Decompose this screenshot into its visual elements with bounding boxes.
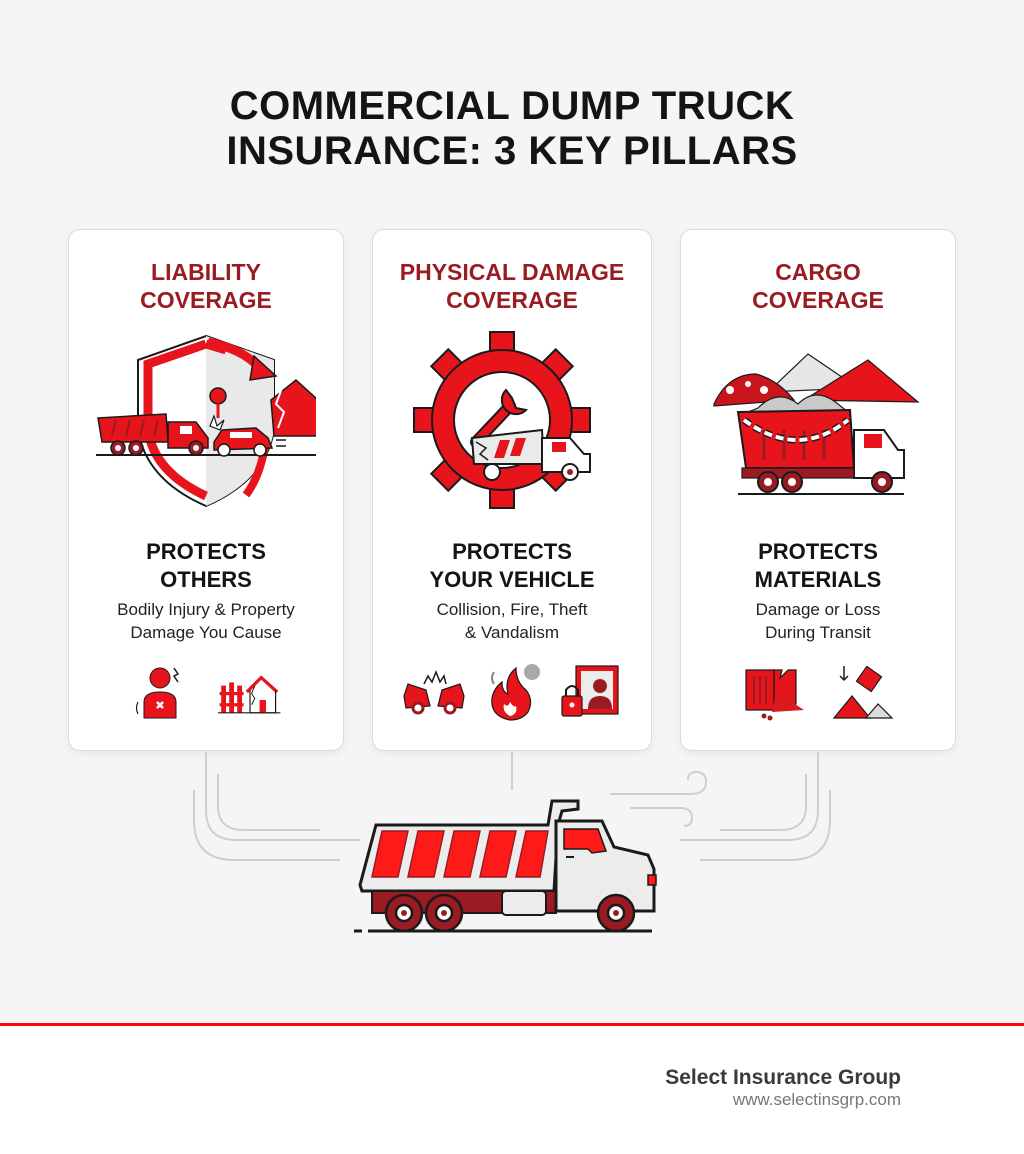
- card-description: [373, 598, 651, 644]
- heading-line-1: LIABILITY: [151, 259, 261, 285]
- card-subheading: [69, 538, 343, 594]
- gear-wrench-truck-icon: [402, 330, 622, 510]
- heading-line-2: COVERAGE: [140, 287, 272, 313]
- card-subheading: [681, 538, 955, 594]
- spilled-container-icon: [742, 662, 806, 722]
- heading-line-1: CARGO: [775, 259, 861, 285]
- card-subheading: [373, 538, 651, 594]
- dump-truck-icon: [352, 795, 672, 935]
- heading-line-2: COVERAGE: [446, 287, 578, 313]
- heading-line-2: COVERAGE: [752, 287, 884, 313]
- brand-block: [665, 1066, 901, 1110]
- sub-line-2: OTHERS: [160, 567, 252, 592]
- brand-url[interactable]: www.selectinsgrp.com: [732, 1090, 901, 1109]
- title-line-2: INSURANCE: 3 KEY PILLARS: [226, 129, 798, 173]
- desc-line-1: Collision, Fire, Theft: [436, 600, 588, 619]
- theft-lock-icon: [558, 662, 622, 722]
- sub-line-1: PROTECTS: [758, 539, 878, 564]
- desc-line-2: Damage You Cause: [130, 623, 282, 642]
- cargo-truck-materials-icon: [708, 330, 928, 510]
- injured-person-icon: [130, 662, 194, 722]
- sub-line-2: YOUR VEHICLE: [429, 567, 595, 592]
- title-line-1: COMMERCIAL DUMP TRUCK: [229, 84, 795, 128]
- damaged-property-icon: [218, 662, 282, 722]
- desc-line-2: & Vandalism: [464, 623, 560, 642]
- card-heading: [681, 258, 955, 314]
- desc-line-1: Bodily Injury & Property: [117, 600, 295, 619]
- small-icon-row: [681, 662, 955, 722]
- page-title: [0, 84, 1024, 174]
- fire-icon: [480, 662, 544, 722]
- card-description: [69, 598, 343, 644]
- card-description: [681, 598, 955, 644]
- card-heading: [373, 258, 651, 314]
- pillar-card-physical-damage: [372, 229, 652, 751]
- desc-line-2: During Transit: [765, 623, 871, 642]
- card-heading: [69, 258, 343, 314]
- sub-line-1: PROTECTS: [146, 539, 266, 564]
- shield-truck-collision-icon: [96, 330, 316, 510]
- small-icon-row: [69, 662, 343, 722]
- desc-line-1: Damage or Loss: [755, 600, 881, 619]
- dumping-material-icon: [830, 662, 894, 722]
- small-icon-row: [373, 662, 651, 722]
- sub-line-1: PROTECTS: [452, 539, 572, 564]
- sub-line-2: MATERIALS: [754, 567, 882, 592]
- heading-line-1: PHYSICAL DAMAGE: [399, 259, 625, 285]
- pillar-card-cargo: [680, 229, 956, 751]
- pillar-card-liability: [68, 229, 344, 751]
- brand-name: Select Insurance Group: [665, 1066, 901, 1089]
- car-collision-icon: [402, 662, 466, 722]
